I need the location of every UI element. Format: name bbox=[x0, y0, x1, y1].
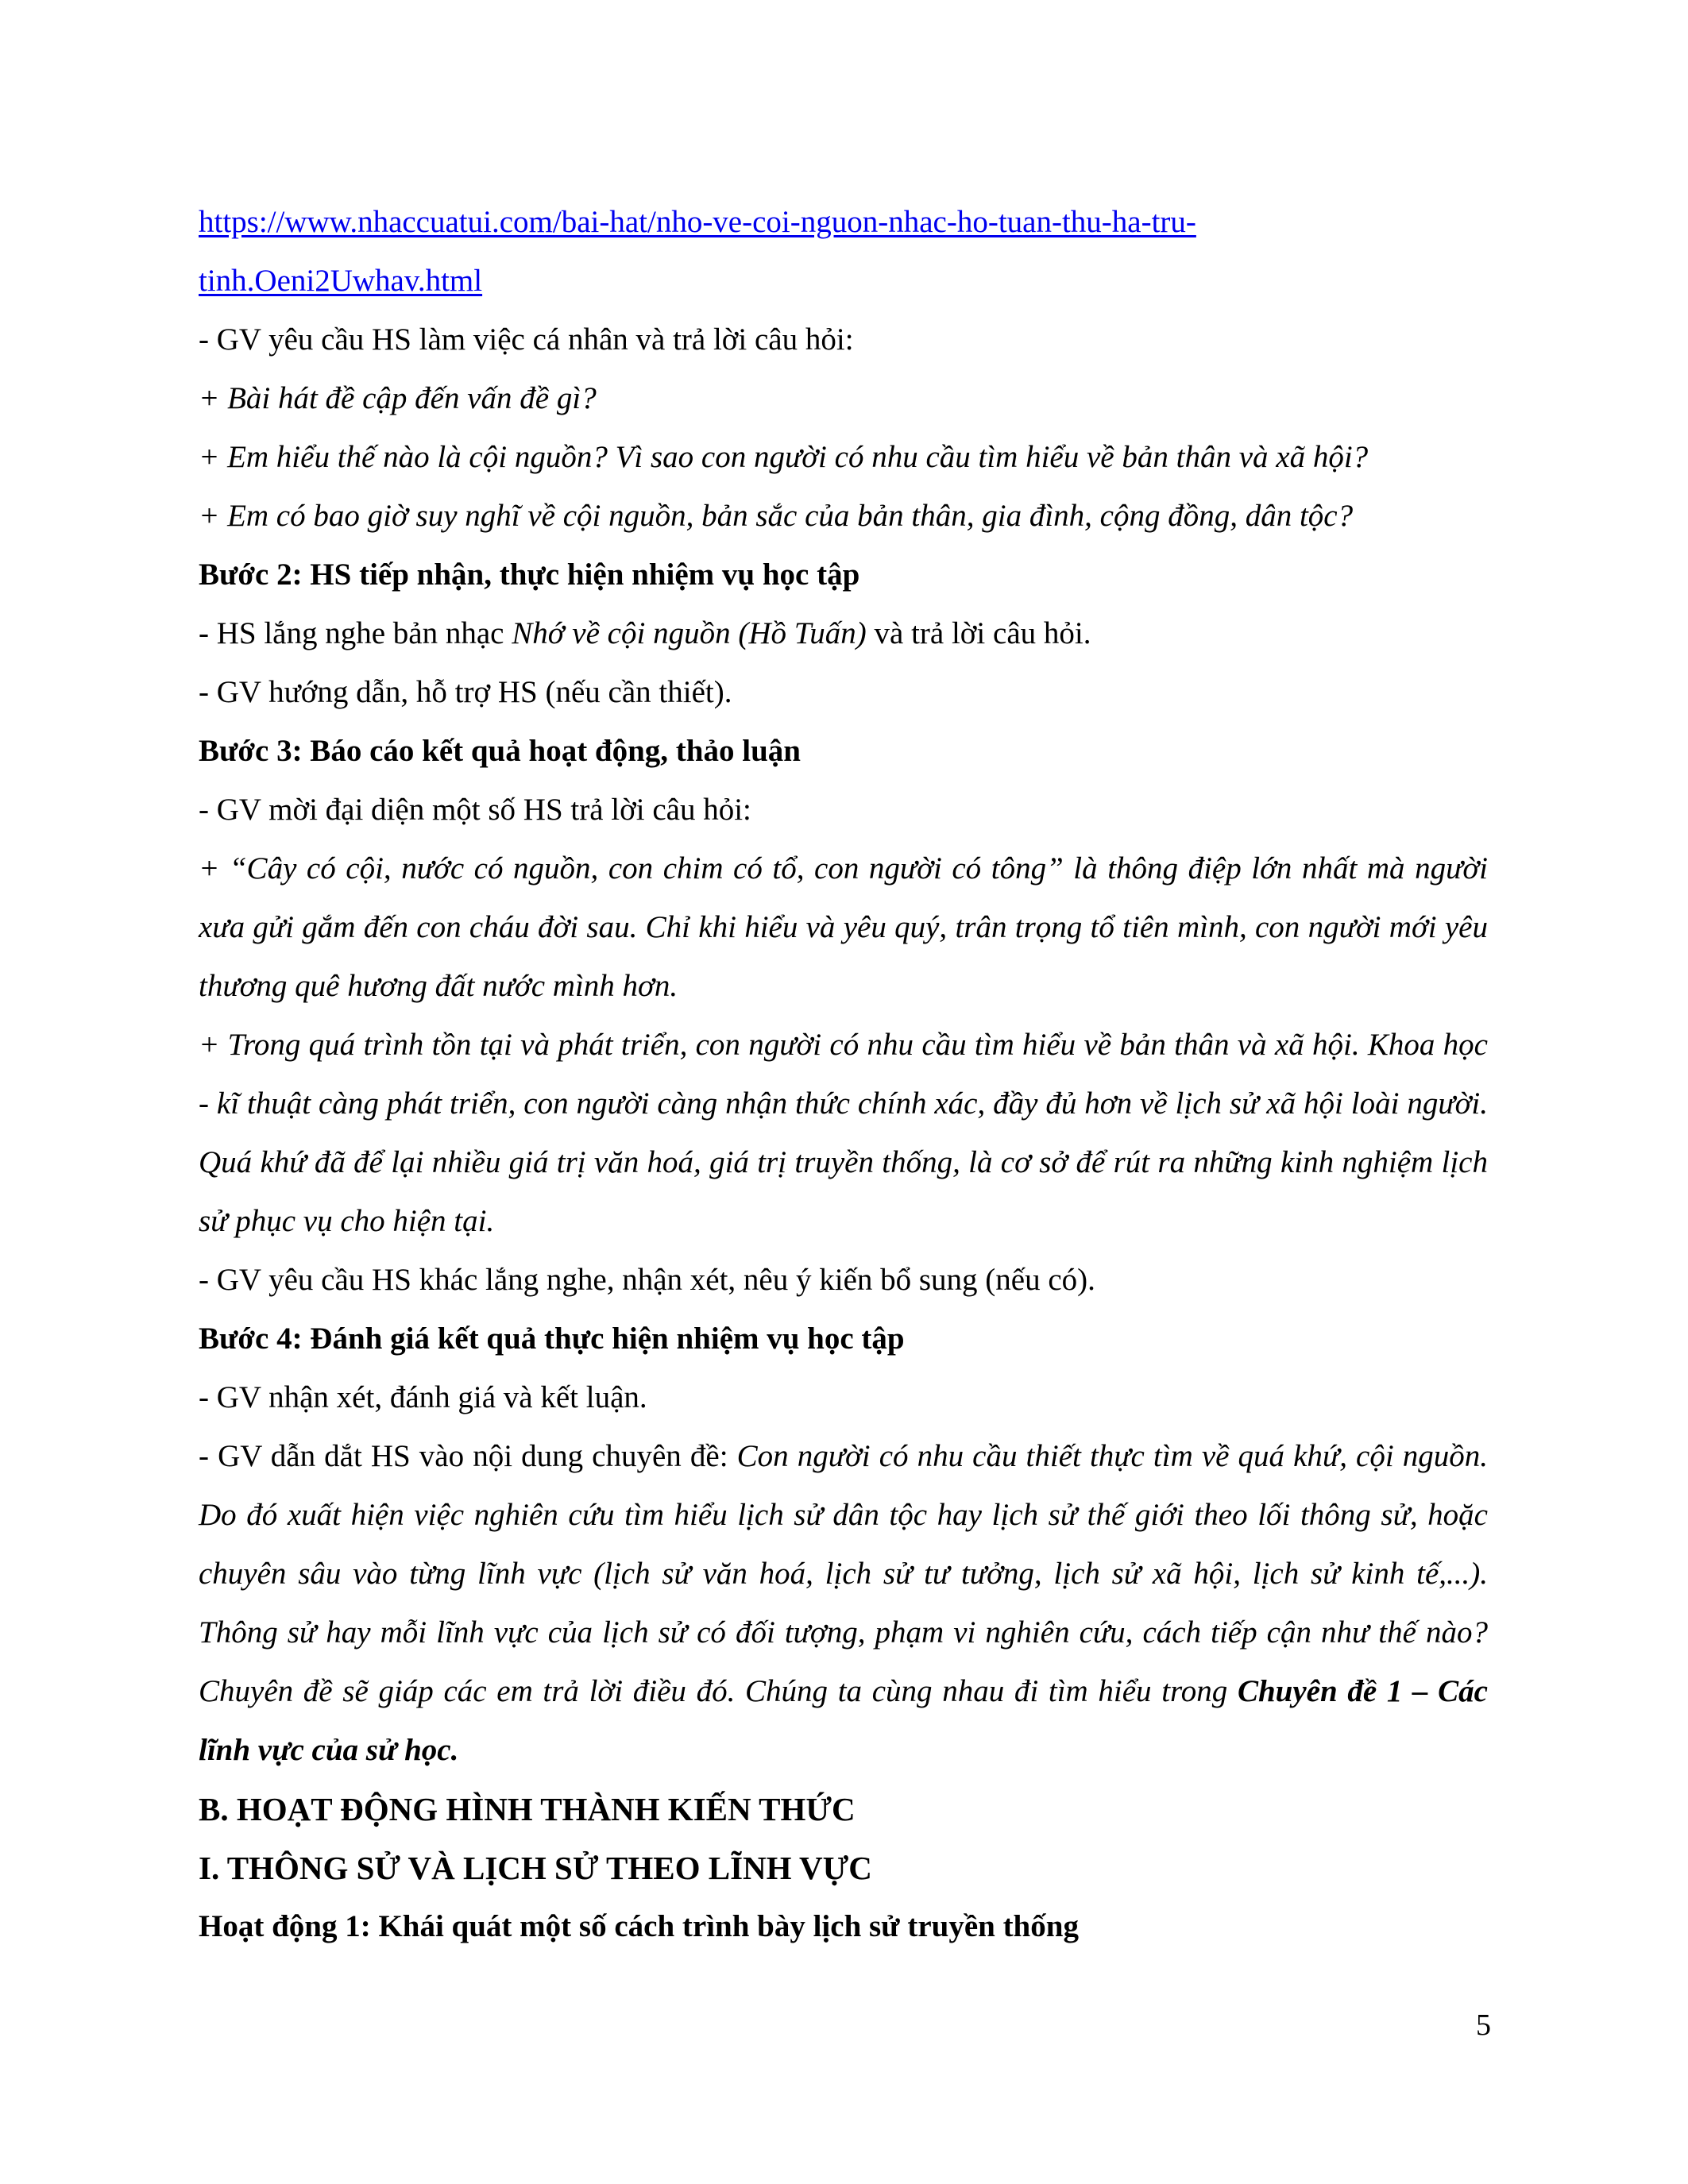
section-i-heading: I. THÔNG SỬ VÀ LỊCH SỬ THEO LĨNH VỰC bbox=[199, 1850, 872, 1886]
step-4-heading: Bước 4: Đánh giá kết quả thực hiện nhiệm vụ học tập bbox=[199, 1322, 905, 1356]
step-4-line-2 bbox=[199, 1427, 1488, 1780]
answer-1: + “Cây có cội, nước có nguồn, con chim có tổ, con người có tông” là thông điệp lớn nhất mà người xưa gửi gắm đến con cháu đời sau. Chỉ khi hiểu và yêu quý, trân trọng tổ tiên mình, con người mới yêu thương quê hương đất nước mình hơn. bbox=[199, 851, 1488, 1003]
question-1: + Bài hát đề cập đến vấn đề gì? bbox=[199, 381, 597, 415]
section-b-heading: B. HOẠT ĐỘNG HÌNH THÀNH KIẾN THỨC bbox=[199, 1791, 856, 1827]
step-3-line-2: - GV yêu cầu HS khác lắng nghe, nhận xét, nêu ý kiến bổ sung (nếu có). bbox=[199, 1263, 1095, 1297]
question-3: + Em có bao giờ suy nghĩ về cội nguồn, bản sắc của bản thân, gia đình, cộng đồng, dân tộc? bbox=[199, 499, 1354, 533]
step-2-line-1-text-a: - HS lắng nghe bản nhạc bbox=[199, 616, 512, 650]
step-3-heading: Bước 3: Báo cáo kết quả hoạt động, thảo luận bbox=[199, 734, 801, 768]
answer-2: + Trong quá trình tồn tại và phát triển, con người có nhu cầu tìm hiểu về bản thân và xã hội. Khoa học - kĩ thuật càng phát triển, con người càng nhận thức chính xác, đầy đủ hơn về lịch sử xã hội loài người. Quá khứ đã để lại nhiều giá trị văn hoá, giá trị truyền thống, là cơ sở để rút ra những kinh nghiệm lịch sử phục vụ cho hiện tại. bbox=[199, 1028, 1488, 1238]
step-4-line-2-text-a: - GV dẫn dắt HS vào nội dung chuyên đề: bbox=[199, 1439, 737, 1473]
topic-title: Chuyên đề 1 – Các lĩnh vực của sử học. bbox=[199, 1674, 1488, 1767]
step-2-line-1 bbox=[199, 604, 1488, 663]
page-content bbox=[199, 193, 1488, 1956]
song-link-line-1[interactable]: https://www.nhaccuatui.com/bai-hat/nho-ve-coi-nguon-nhac-ho-tuan-thu-ha-tru- bbox=[199, 205, 1196, 239]
step-2-line-1-text-c: và trả lời câu hỏi. bbox=[866, 616, 1091, 650]
step-4-line-2-italic: Con người có nhu cầu thiết thực tìm về quá khứ, cội nguồn. Do đó xuất hiện việc nghiên cứu tìm hiểu lịch sử dân tộc hay lịch sử thế giới theo lối thông sử, hoặc chuyên sâu vào từng lĩnh vực (lịch sử văn hoá, lịch sử tư tưởng, lịch sử xã hội, lịch sử kinh tế,...). Thông sử hay mỗi lĩnh vực của lịch sử có đối tượng, phạm vi nghiên cứu, cách tiếp cận như thế nào? Chuyên đề sẽ giáp các em trả lời điều đó. Chúng ta cùng nhau đi tìm hiểu trong bbox=[199, 1439, 1488, 1708]
step-4-line-1: - GV nhận xét, đánh giá và kết luận. bbox=[199, 1380, 647, 1414]
song-link-line-2[interactable]: tinh.Oeni2Uwhav.html bbox=[199, 264, 483, 298]
page-number: 5 bbox=[1476, 2008, 1491, 2042]
step-2-heading: Bước 2: HS tiếp nhận, thực hiện nhiệm vụ học tập bbox=[199, 558, 860, 592]
activity-1-heading: Hoạt động 1: Khái quát một số cách trình bày lịch sử truyền thống bbox=[199, 1909, 1079, 1943]
song-title: Nhớ về cội nguồn (Hồ Tuấn) bbox=[512, 616, 867, 650]
step-3-line-1: - GV mời đại diện một số HS trả lời câu hỏi: bbox=[199, 793, 751, 827]
question-2: + Em hiểu thế nào là cội nguồn? Vì sao con người có nhu cầu tìm hiểu về bản thân và xã hội? bbox=[199, 440, 1369, 474]
instruction-paragraph: - GV yêu cầu HS làm việc cá nhân và trả lời câu hỏi: bbox=[199, 322, 854, 357]
step-2-line-2: - GV hướng dẫn, hỗ trợ HS (nếu cần thiết). bbox=[199, 675, 732, 709]
